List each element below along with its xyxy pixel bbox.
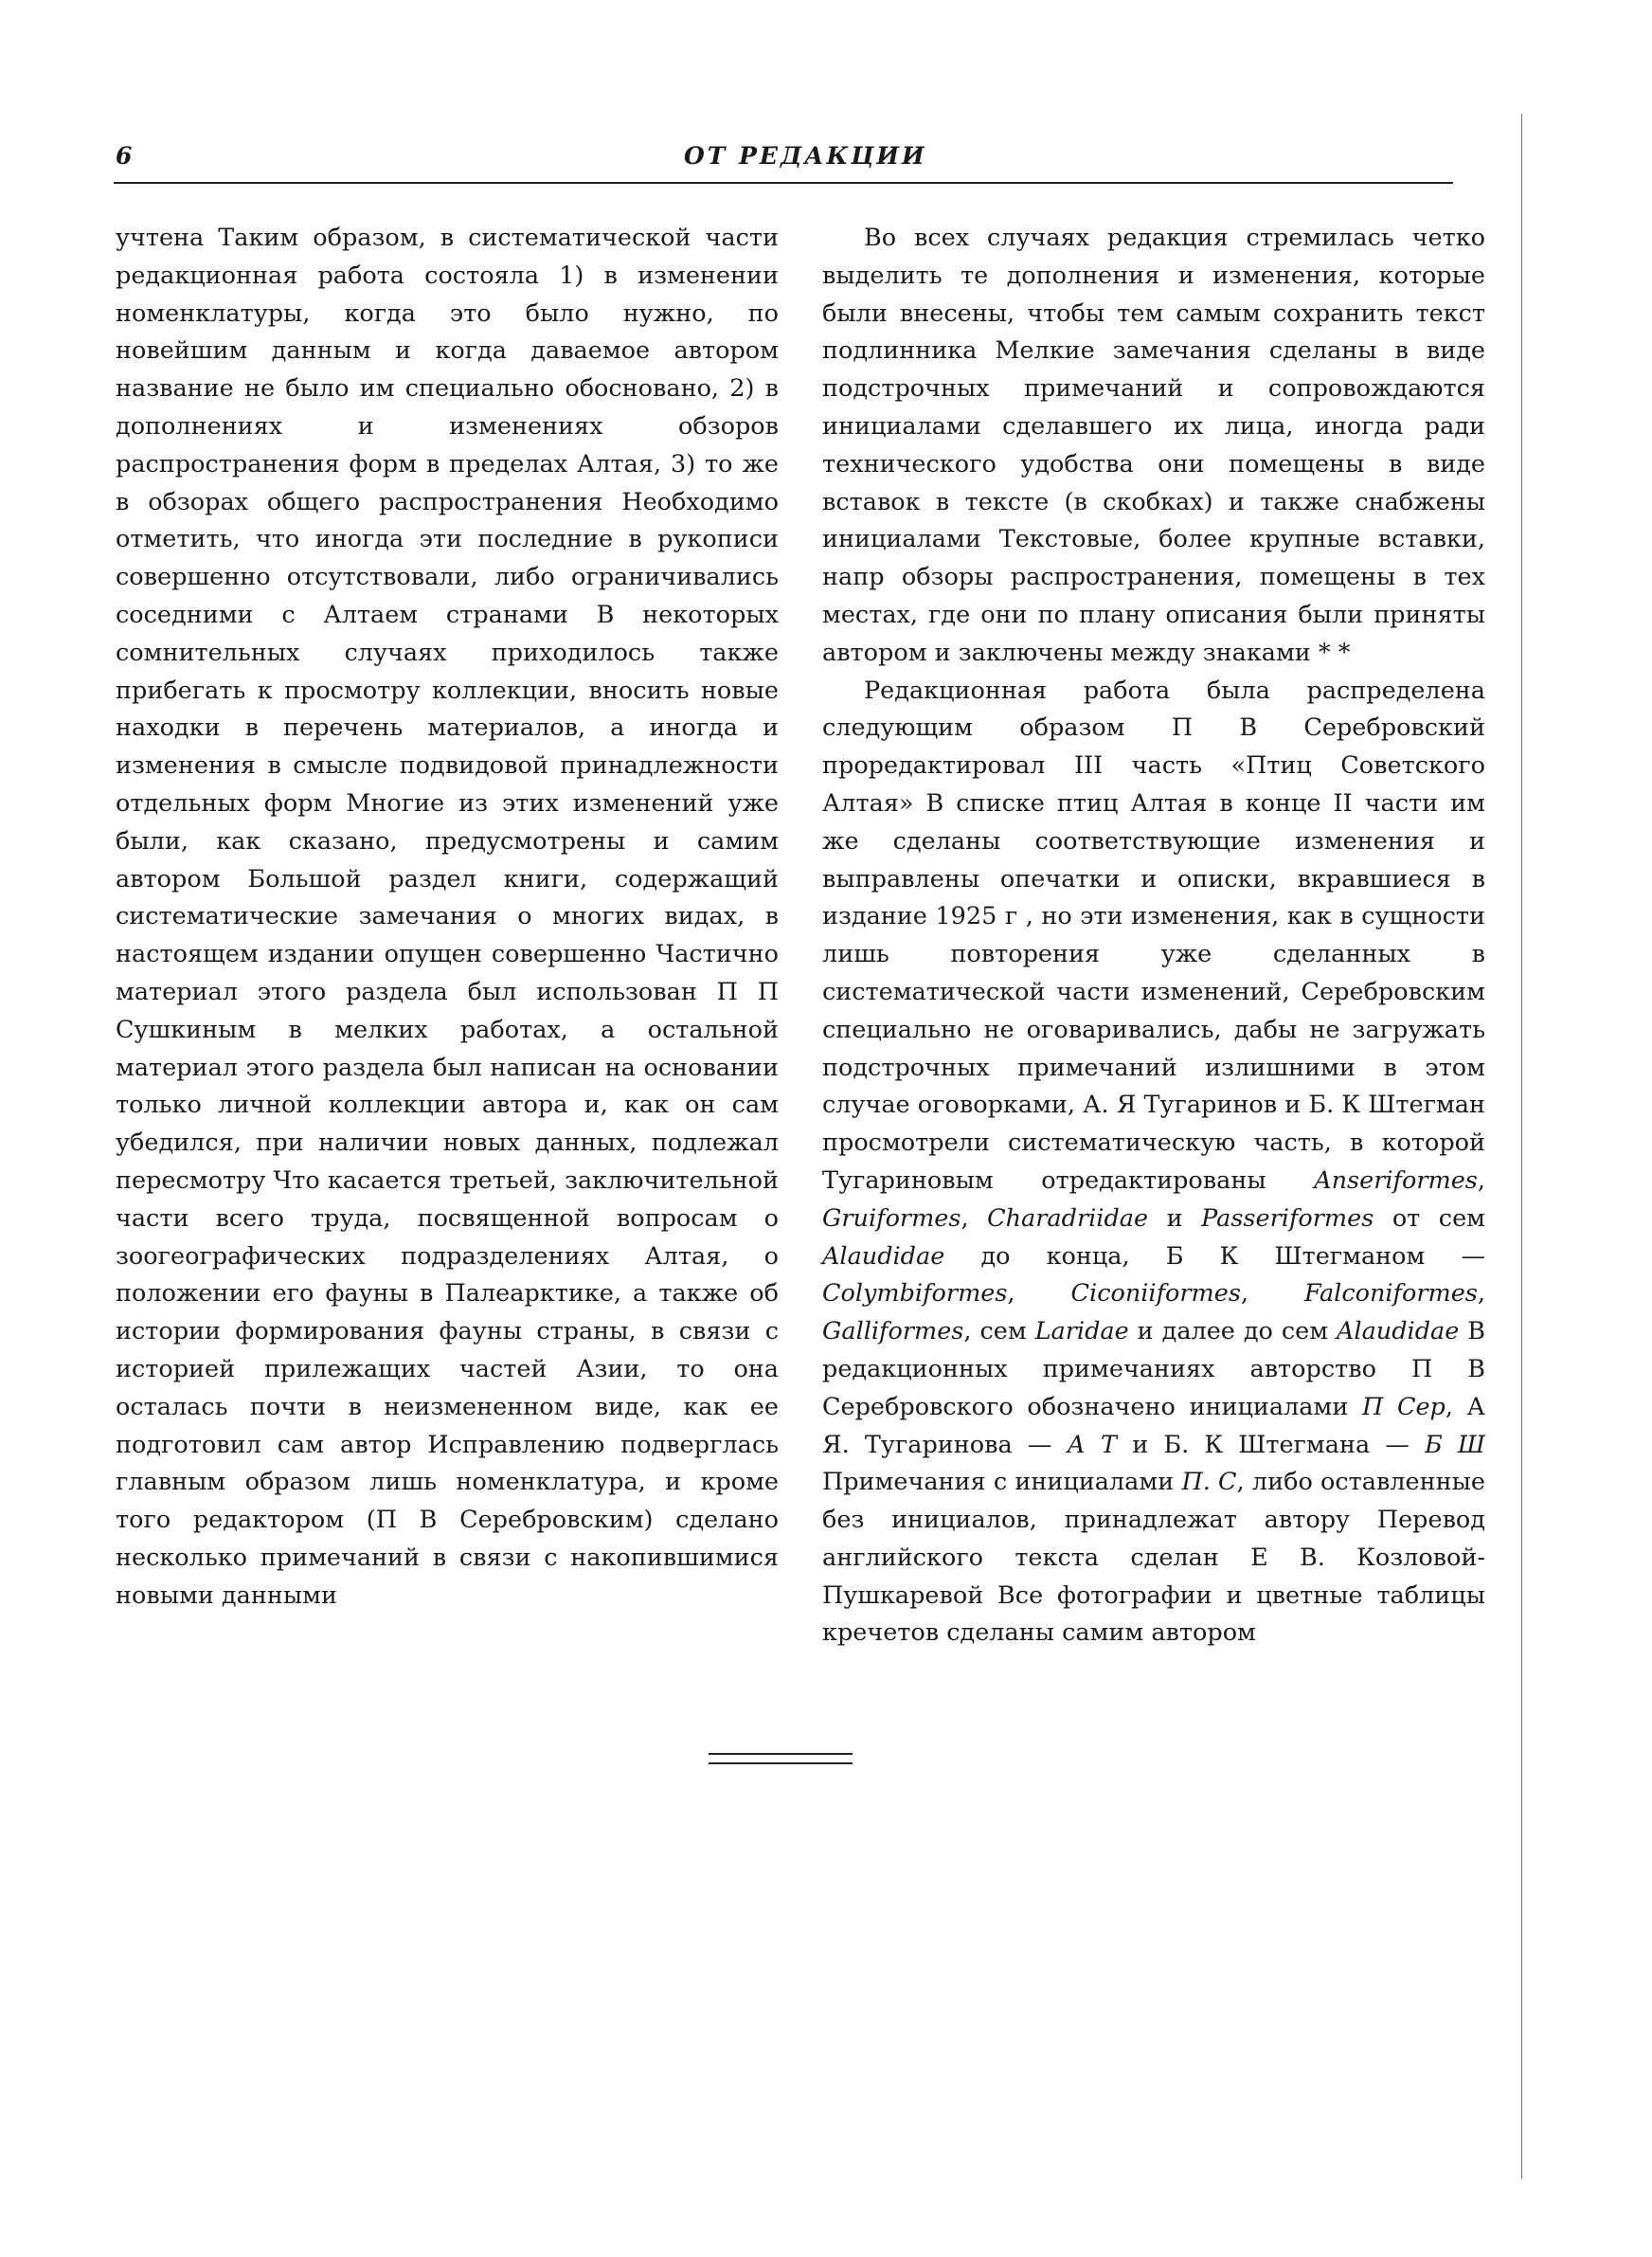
right-column — [822, 220, 1485, 1652]
text-run: и далее до сем — [1137, 1317, 1329, 1346]
editor-initials: П. С — [1181, 1468, 1237, 1497]
left-column — [116, 220, 779, 1615]
editor-initials: А Т — [1067, 1430, 1118, 1459]
text-run: , либо оставленные без инициалов, принадлежат автору Перевод английского текста сделан Е В. Козловой-Пушкаревой Все фотографии и цветные таблицы кречетов сделаны самим автором — [822, 1468, 1485, 1648]
text-run: и Б. К Штегмана — — [1132, 1430, 1410, 1459]
left-paragraph: учтена Таким образом, в систематической части редакционная работа состояла 1) в изменении номенклатуры, когда это было нужно, по новейшим данным и когда даваемое автором название не было им специально обосновано, 2) в дополнениях и изменениях обзоров распространения форм в пределах Алтая, 3) то же в обзорах общего распространения Необходимо отметить, что иногда эти последние в рукописи совершенно отсутствовали, либо ограничивались соседними с Алтаем странами В некоторых сомнительных случаях приходилось также прибегать к просмотру коллекции, вносить новые находки в перечень материалов, а иногда и изменения в смысле подвидовой принадлежности отдельных форм Многие из этих изменений уже были, как сказано, предусмотрены и самим автором Большой раздел книги, содержащий систематические замечания о многих видах, в настоящем издании опущен совершенно Частично материал этого раздела был использован П П Сушкиным в мелких работах, а остальной материал этого раздела был написан на основании только личной коллекции автора и, как он сам убедился, при наличии новых данных, подлежал пересмотру Что касается третьей, заключительной части всего труда, посвященной вопросам о зоогеографических подразделениях Алтая, о положении его фауны в Палеарктике, а также об истории формирования фауны страны, в связи с историей прилежащих частей Азии, то она осталась почти в неизмененном виде, как ее подготовил сам автор Исправлению подверглась главным образом лишь номенклатура, и кроме того редактором (П В Серебровским) сделано несколько примечаний в связи с накопившимися новыми данными — [116, 224, 779, 1610]
editor-initials: Б Ш — [1425, 1430, 1486, 1459]
taxon-name: Colymbiformes — [822, 1279, 1008, 1309]
right-paragraph-1: Во всех случаях редакция стремилась четко выделить те дополнения и изменения, которые были внесены, чтобы тем самым сохранить текст подлинника Мелкие замечания сделаны в виде подстрочных примечаний и сопровождаются инициалами сделавшего их лица, иногда ради технического удобства они помещены в виде вставок в тексте (в скобках) и также снабжены инициалами Текстовые, более крупные вставки, напр обзоры распространения, помещены в тех местах, где они по плану описания были приняты автором и заключены между знаками * * — [822, 224, 1485, 667]
text-run: , — [1007, 1279, 1015, 1309]
end-rule-top — [709, 1753, 853, 1755]
text-run: , — [1477, 1165, 1485, 1195]
running-title: ОТ РЕДАКЦИИ — [684, 142, 927, 170]
taxon-name: Gruiformes — [822, 1203, 961, 1233]
text-run: , — [1240, 1279, 1249, 1309]
text-run: от сем — [1392, 1203, 1485, 1233]
taxon-name: Anseriformes — [1314, 1165, 1478, 1195]
text-run: Примечания с инициалами — [822, 1468, 1175, 1497]
page-edge-line — [1521, 114, 1522, 2179]
taxon-name: Laridae — [1034, 1317, 1129, 1346]
taxon-name: Ciconiiformes — [1070, 1279, 1241, 1309]
text-run: , — [1477, 1279, 1485, 1309]
page-number: 6 — [116, 142, 133, 170]
taxon-name: Alaudidae — [822, 1241, 945, 1271]
taxon-name: Falconiformes — [1304, 1279, 1478, 1309]
text-run: и — [1166, 1203, 1183, 1233]
end-rule-bottom — [709, 1762, 853, 1764]
text-run: до конца, Б К Штегманом — — [980, 1241, 1485, 1271]
text-run: , — [961, 1203, 969, 1233]
taxon-name: Alaudidae — [1337, 1317, 1460, 1346]
editor-initials: П Сер — [1362, 1392, 1446, 1421]
text-run: Редакционная работа была распределена следующим образом П В Серебровский проредактировал III часть «Птиц Советского Алтая» В списке птиц Алтая в конце II части им же сделаны соответствующие изменения и выправлены опечатки и описки, вкравшиеся в издание 1925 г , но эти изменения, как в сущности лишь повторения уже сделанных в систематической части изменений, Серебровским специально не оговаривались, дабы не загружать подстрочных примечаний излишними в этом случае оговорками, А. Я Тугаринов и Б. К Штегман просмотрели систематическую часть, в которой Тугариновым отредактированы — [822, 676, 1485, 1195]
taxon-name: Charadriidae — [987, 1203, 1149, 1233]
right-paragraph-2 — [822, 673, 1485, 1653]
text-run: , сем — [963, 1317, 1027, 1346]
header-rule — [114, 182, 1453, 184]
taxon-name: Galliformes — [822, 1317, 964, 1346]
text-run: , А Я. Тугаринова — — [822, 1392, 1485, 1459]
taxon-name: Passeriformes — [1201, 1203, 1374, 1233]
text-run: В редакционных примечаниях авторство П В Серебровского обозначено инициалами — [822, 1317, 1486, 1421]
